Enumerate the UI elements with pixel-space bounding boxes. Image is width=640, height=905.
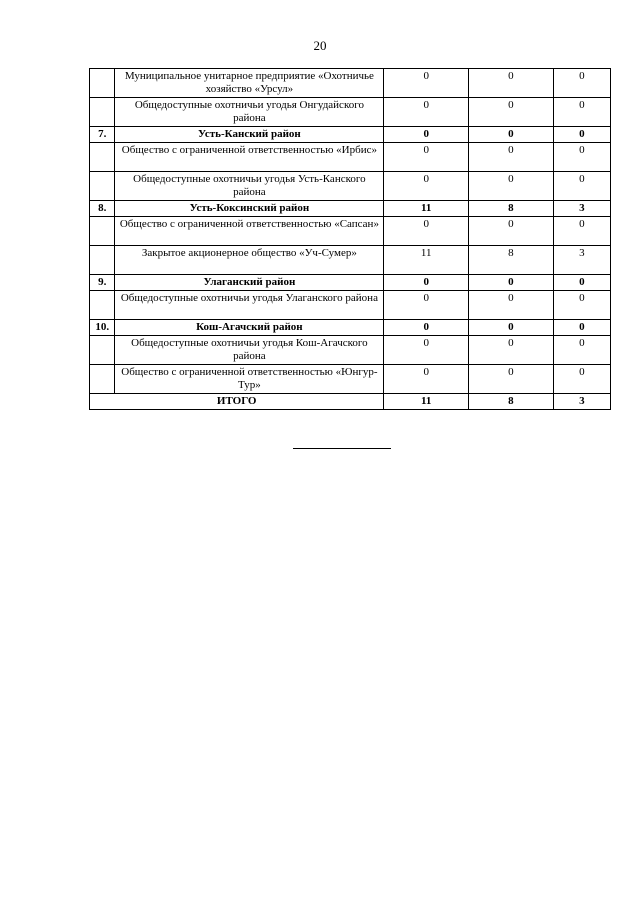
row-number: 8. xyxy=(90,201,115,217)
table-row xyxy=(90,98,611,127)
row-col-c: 0 xyxy=(553,217,610,246)
row-col-c: 0 xyxy=(553,336,610,365)
table-row xyxy=(90,336,611,365)
row-number xyxy=(90,172,115,201)
row-col-a: 0 xyxy=(384,98,469,127)
row-number: 9. xyxy=(90,275,115,291)
district-row xyxy=(90,201,611,217)
row-col-a: 0 xyxy=(384,217,469,246)
page-number: 20 xyxy=(313,38,327,53)
row-col-b: 0 xyxy=(469,98,554,127)
row-name: Общедоступные охотничьи угодья Усть-Канского района xyxy=(115,172,384,201)
row-col-b: 0 xyxy=(469,320,554,336)
row-col-a: 0 xyxy=(384,365,469,394)
hunting-grounds-table xyxy=(89,68,611,410)
row-col-a: 0 xyxy=(384,69,469,98)
table-row xyxy=(90,69,611,98)
row-col-c: 0 xyxy=(553,275,610,291)
row-col-c: 0 xyxy=(553,143,610,172)
row-name: Закрытое акционерное общество «Уч-Сумер» xyxy=(115,246,384,275)
row-col-b: 8 xyxy=(469,246,554,275)
row-col-c: 0 xyxy=(553,320,610,336)
district-row xyxy=(90,127,611,143)
table-row xyxy=(90,172,611,201)
row-col-a: 0 xyxy=(384,336,469,365)
district-row xyxy=(90,320,611,336)
row-number xyxy=(90,143,115,172)
row-col-a: 0 xyxy=(384,172,469,201)
row-col-a: 11 xyxy=(384,246,469,275)
row-name: Общедоступные охотничьи угодья Онгудайского района xyxy=(115,98,384,127)
row-col-c: 3 xyxy=(553,201,610,217)
row-col-b: 0 xyxy=(469,172,554,201)
row-col-b: 0 xyxy=(469,291,554,320)
row-number xyxy=(90,365,115,394)
footer-divider xyxy=(293,448,391,449)
row-number xyxy=(90,291,115,320)
row-col-a: 0 xyxy=(384,291,469,320)
row-name: Кош-Агачский район xyxy=(115,320,384,336)
row-number: 7. xyxy=(90,127,115,143)
row-name: Усть-Коксинский район xyxy=(115,201,384,217)
table-row xyxy=(90,365,611,394)
row-col-c: 3 xyxy=(553,246,610,275)
row-col-a: 0 xyxy=(384,143,469,172)
row-col-b: 0 xyxy=(469,217,554,246)
row-name: Общество с ограниченной ответственностью «Юнгур-Тур» xyxy=(115,365,384,394)
row-col-b: 0 xyxy=(469,69,554,98)
table-body xyxy=(90,69,611,394)
row-number xyxy=(90,69,115,98)
row-name: Общедоступные охотничьи угодья Кош-Агачского района xyxy=(115,336,384,365)
table-row xyxy=(90,291,611,320)
total-label: ИТОГО xyxy=(90,394,384,410)
row-col-c: 0 xyxy=(553,98,610,127)
row-name: Общедоступные охотничьи угодья Улаганского района xyxy=(115,291,384,320)
row-number xyxy=(90,336,115,365)
row-name: Общество с ограниченной ответственностью «Ирбис» xyxy=(115,143,384,172)
row-col-b: 0 xyxy=(469,127,554,143)
row-col-c: 0 xyxy=(553,127,610,143)
row-number xyxy=(90,246,115,275)
total-col-c: 3 xyxy=(553,394,610,410)
row-col-a: 0 xyxy=(384,127,469,143)
row-name: Усть-Канский район xyxy=(115,127,384,143)
district-row xyxy=(90,275,611,291)
row-number xyxy=(90,217,115,246)
row-col-a: 0 xyxy=(384,320,469,336)
total-row xyxy=(90,394,611,410)
row-col-b: 0 xyxy=(469,336,554,365)
table-row xyxy=(90,143,611,172)
row-col-b: 8 xyxy=(469,201,554,217)
row-col-a: 0 xyxy=(384,275,469,291)
row-col-c: 0 xyxy=(553,172,610,201)
row-col-c: 0 xyxy=(553,291,610,320)
row-col-b: 0 xyxy=(469,143,554,172)
row-name: Общество с ограниченной ответственностью «Сапсан» xyxy=(115,217,384,246)
total-col-b: 8 xyxy=(469,394,554,410)
row-col-b: 0 xyxy=(469,275,554,291)
table-row xyxy=(90,246,611,275)
row-col-b: 0 xyxy=(469,365,554,394)
row-number: 10. xyxy=(90,320,115,336)
total-col-a: 11 xyxy=(384,394,469,410)
row-col-c: 0 xyxy=(553,69,610,98)
row-col-a: 11 xyxy=(384,201,469,217)
row-number xyxy=(90,98,115,127)
table-row xyxy=(90,217,611,246)
row-name: Улаганский район xyxy=(115,275,384,291)
row-name: Муниципальное унитарное предприятие «Охотничье хозяйство «Урсул» xyxy=(115,69,384,98)
row-col-c: 0 xyxy=(553,365,610,394)
